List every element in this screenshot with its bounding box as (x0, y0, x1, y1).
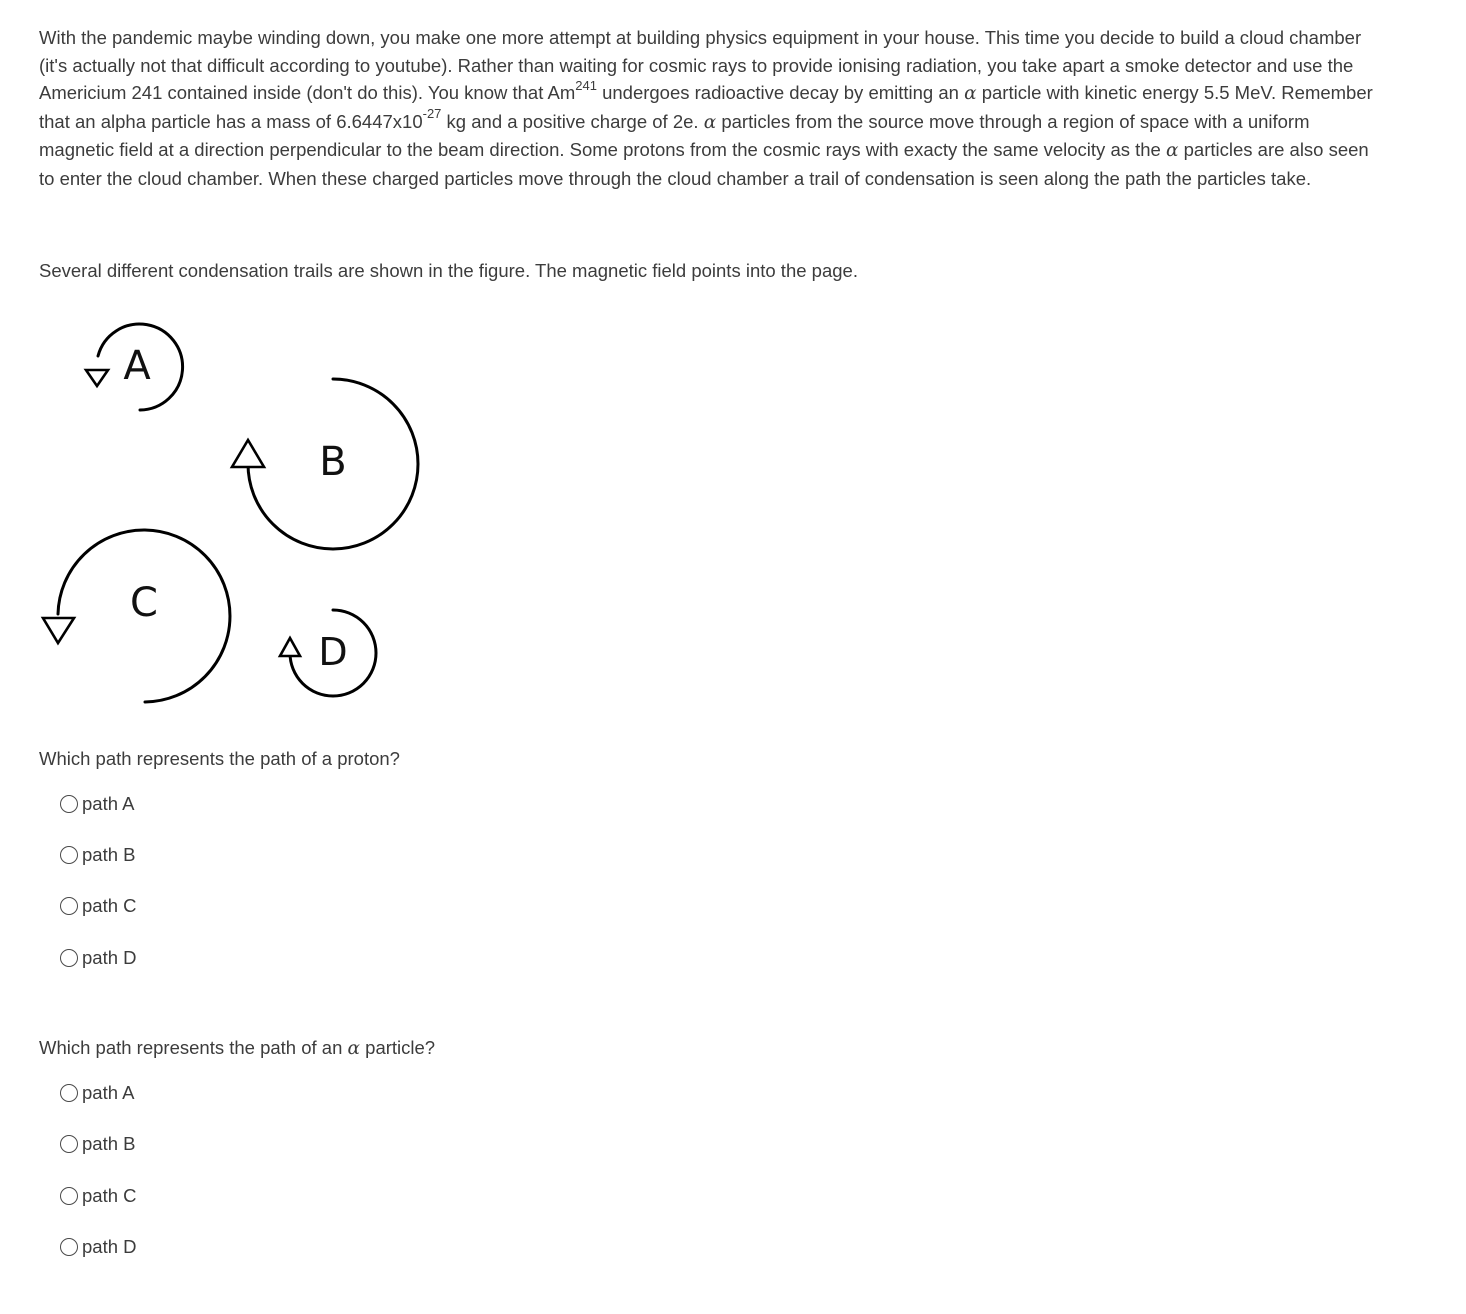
question-prefix: Which path represents the path of an (39, 1037, 348, 1058)
radio-button[interactable] (60, 897, 78, 915)
option-label: path C (82, 895, 137, 916)
condensation-trail-figure (30, 312, 450, 712)
option-label: path B (82, 1133, 136, 1154)
trail-b-label: B (319, 439, 347, 485)
alpha-symbol: α (964, 83, 977, 104)
question-suffix: particle? (360, 1037, 436, 1058)
am-superscript: 241 (575, 77, 597, 93)
option-label: path A (82, 1082, 135, 1103)
option-label: path C (82, 1185, 137, 1206)
trail-c-arrow (43, 618, 74, 643)
option-path-c[interactable] (60, 895, 137, 917)
option-path-d[interactable] (60, 947, 137, 969)
trail-d-arrow (280, 638, 300, 656)
mass-exponent: -27 (422, 106, 442, 122)
intro-part-4: kg and a positive charge of 2e. (441, 110, 704, 132)
trail-a-label: A (123, 343, 151, 389)
radio-button[interactable] (60, 795, 78, 813)
option-path-b[interactable] (60, 844, 136, 866)
question-proton (39, 747, 739, 968)
field-note: Several different condensation trails are shown in the figure. The magnetic field points into the page. (39, 260, 858, 281)
option-path-b[interactable] (60, 1133, 136, 1155)
alpha-symbol: α (703, 111, 717, 133)
option-path-d[interactable] (60, 1236, 137, 1258)
option-label: path A (82, 793, 135, 814)
trail-a-arrow (86, 370, 108, 386)
intro-part-5: particles from the source move through a region of space with a uniform magnetic field at a direction perpendicular to the beam direction. Some protons from the cosmic rays with exacty the same velocity as the (39, 110, 1310, 160)
intro-part-2: undergoes radioactive decay by emitting an (596, 82, 965, 103)
radio-button[interactable] (60, 949, 78, 967)
problem-statement (39, 24, 1379, 192)
trail-c-label: C (130, 580, 158, 626)
intro-part-1: With the pandemic maybe winding down, you make one more attempt at building physics equipment in your house. This time you decide to build a cloud chamber (it's actually not that difficult according to youtube). Rather than waiting for cosmic rays to provide ionising radiation, you take apart a smoke detector and use the Americium 241 contained inside (don't do this). You know that Am (39, 27, 1362, 103)
trail-d-label: D (318, 630, 348, 674)
question-text: Which path represents the path of a proton? (39, 748, 400, 769)
option-path-c[interactable] (60, 1185, 137, 1207)
alpha-symbol: α (347, 1038, 361, 1059)
option-label: path B (82, 844, 136, 865)
alpha-symbol: α (1165, 140, 1179, 161)
radio-button[interactable] (60, 1187, 78, 1205)
option-path-a[interactable] (60, 793, 134, 815)
intro-part-3: particle with kinetic energy 5.5 MeV. Remember that an alpha particle has a mass of 6.6447x10 (39, 82, 1373, 132)
question-alpha (39, 1036, 739, 1257)
option-label: path D (82, 947, 137, 968)
radio-button[interactable] (60, 1084, 78, 1102)
trail-b-arrow (232, 440, 264, 467)
radio-button[interactable] (60, 1238, 78, 1256)
option-path-a[interactable] (60, 1082, 134, 1104)
intro-part-6: particles are also seen to enter the cloud chamber. When these charged particles move through the cloud chamber a trail of condensation is seen along the path the particles take. (39, 139, 1369, 189)
radio-button[interactable] (60, 1135, 78, 1153)
question-text (39, 1036, 739, 1061)
option-label: path D (82, 1236, 137, 1257)
radio-button[interactable] (60, 846, 78, 864)
